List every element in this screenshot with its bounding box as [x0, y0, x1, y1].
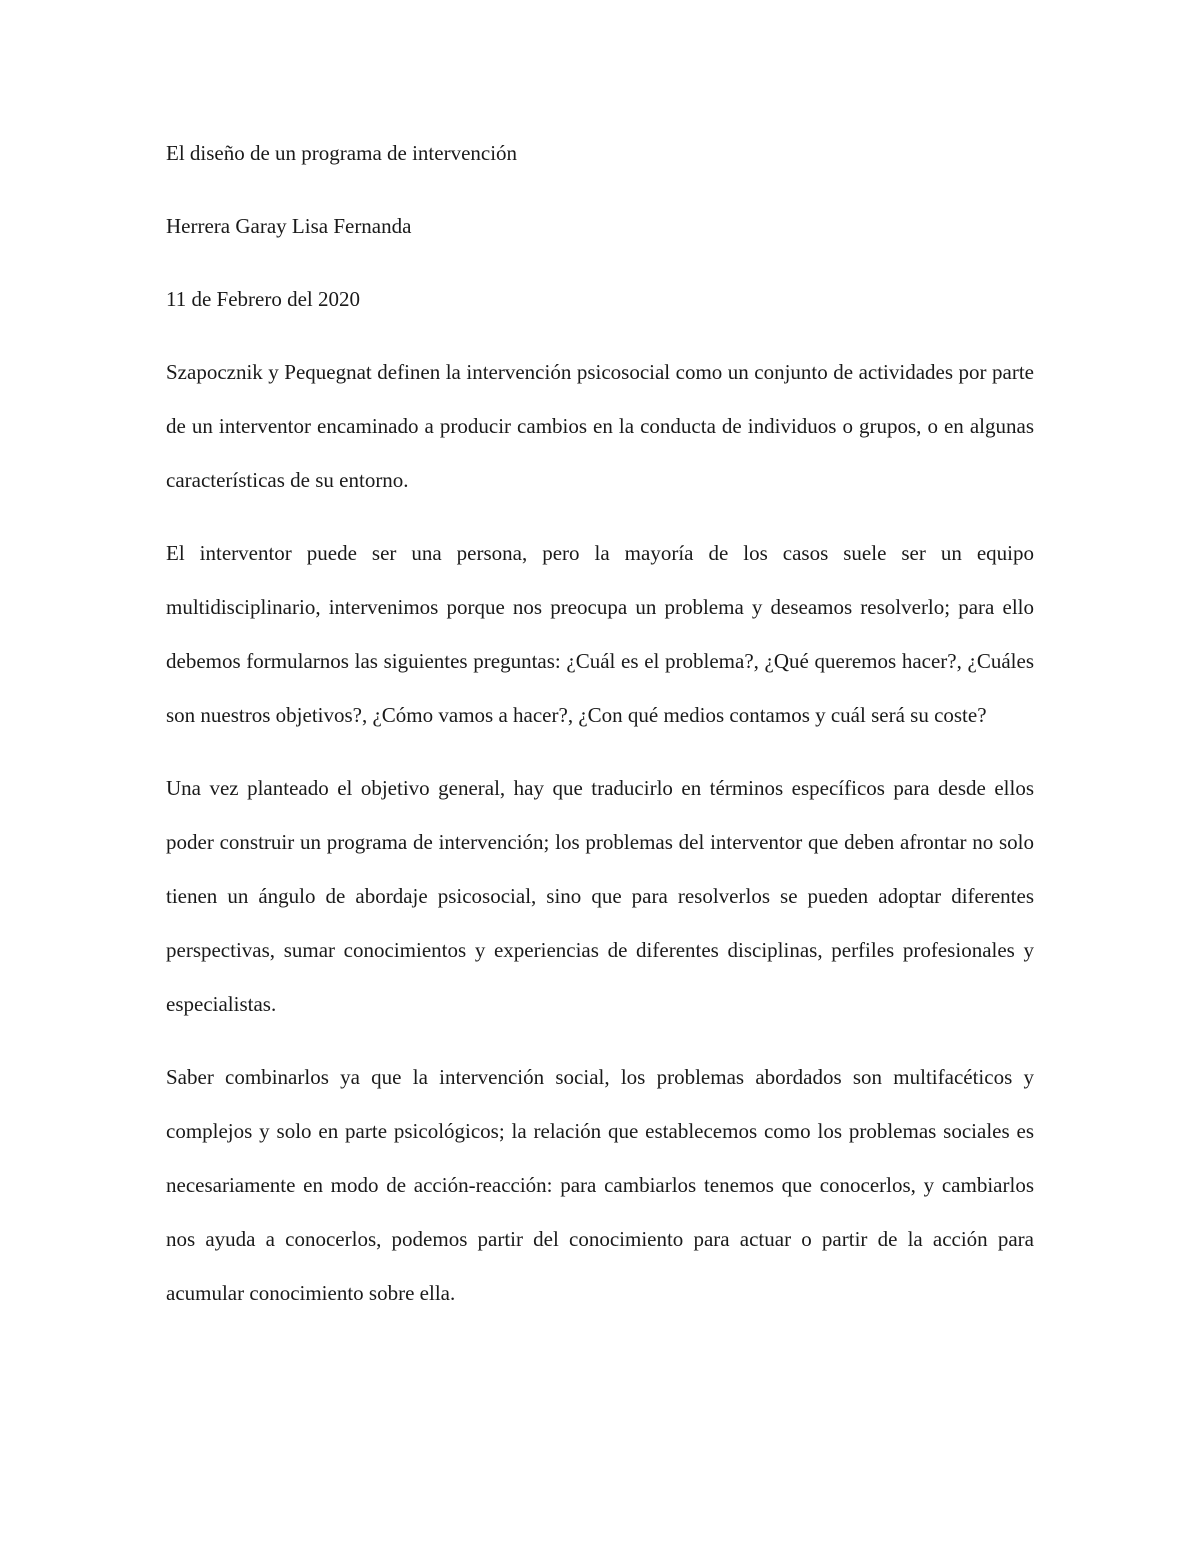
paragraph-4: Saber combinarlos ya que la intervención social, los problemas abordados son multifacéticos y complejos y solo en parte psicológicos; la relación que establecemos como los problemas sociales es necesariamente en modo de acción-reacción: para cambiarlos tenemos que conocerlos, y cambiarlos nos ayuda a conocerlos, podemos partir del conocimiento para actuar o partir de la acción para acumular conocimiento sobre ella. [166, 1065, 1034, 1305]
paragraph-3: Una vez planteado el objetivo general, hay que traducirlo en términos específicos para desde ellos poder construir un programa de intervención; los problemas del interventor que deben afrontar no solo tienen un ángulo de abordaje psicosocial, sino que para resolverlos se pueden adoptar diferentes perspectivas, sumar conocimientos y experiencias de diferentes disciplinas, perfiles profesionales y especialistas. [166, 776, 1034, 1016]
paragraph-1: Szapocznik y Pequegnat definen la intervención psicosocial como un conjunto de actividades por parte de un interventor encaminado a producir cambios en la conducta de individuos o grupos, o en algunas características de su entorno. [166, 360, 1034, 492]
document-date: 11 de Febrero del 2020 [166, 287, 361, 311]
paragraph-2: El interventor puede ser una persona, pero la mayoría de los casos suele ser un equipo multidisciplinario, intervenimos porque nos preocupa un problema y deseamos resolverlo; para ello debemos formularnos las siguientes preguntas: ¿Cuál es el problema?, ¿Qué queremos hacer?, ¿Cuáles son nuestros objetivos?, ¿Cómo vamos a hacer?, ¿Con qué medios contamos y cuál será su coste? [166, 541, 1034, 727]
document-author: Herrera Garay Lisa Fernanda [166, 214, 412, 238]
document-title: El diseño de un programa de intervención [166, 141, 518, 165]
document-body [166, 126, 1034, 1339]
